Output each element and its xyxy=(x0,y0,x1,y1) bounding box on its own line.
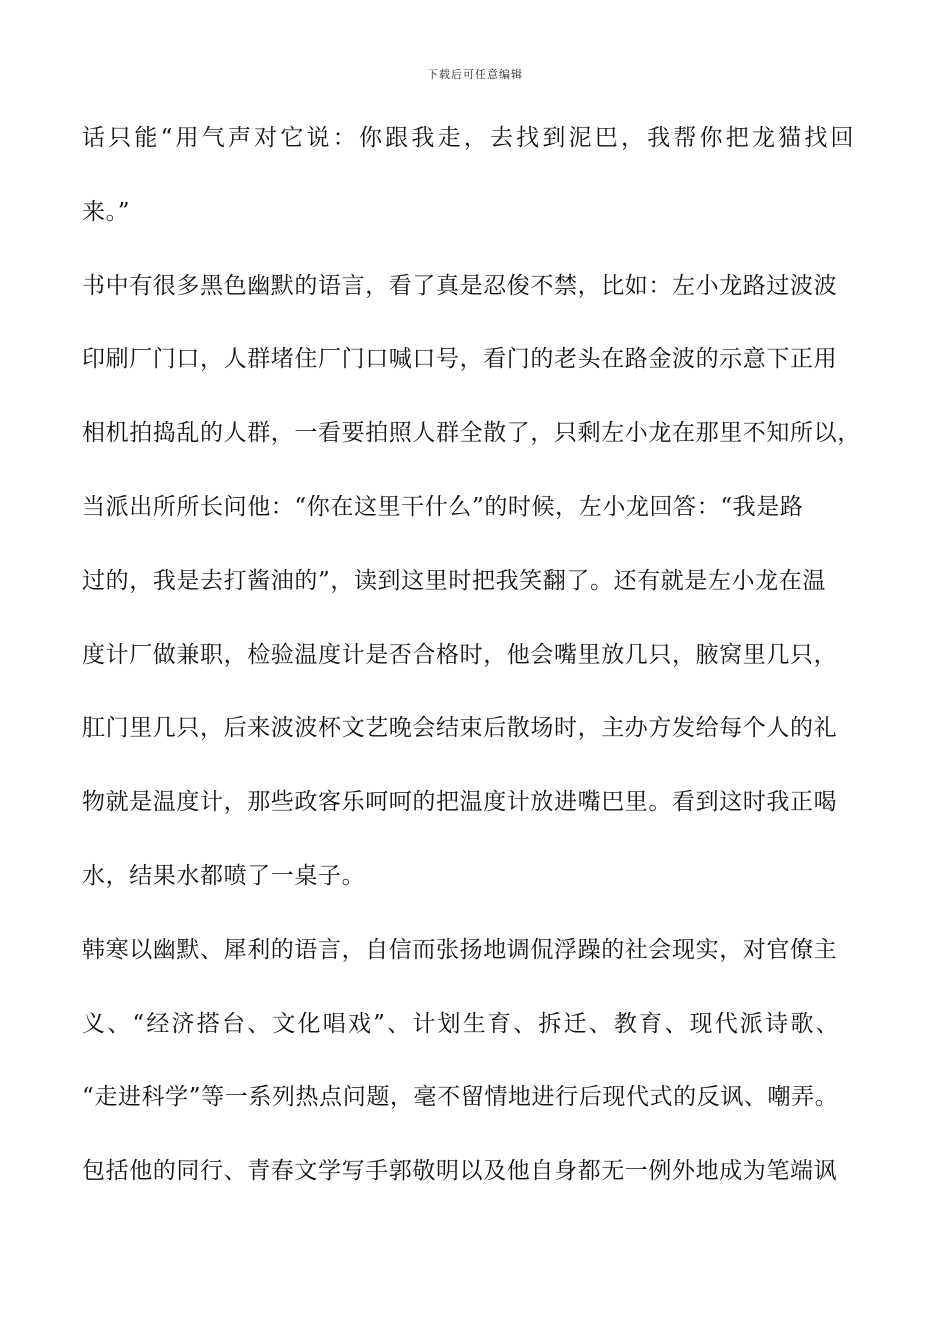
text-line: 来。” xyxy=(82,198,131,225)
text-line: “走进科学”等一系列热点问题，毫不留情地进行后现代式的反讽、嘲弄。 xyxy=(82,1084,839,1111)
text-line: 肛门里几只，后来波波杯文艺晚会结束后散场时，主办方发给每个人的礼 xyxy=(82,715,838,742)
text-line: 度计厂做兼职，检验温度计是否合格时，他会嘴里放几只，腋窝里几只， xyxy=(82,641,838,668)
text-line: 包括他的同行、青春文学写手郭敬明以及他自身都无一例外地成为笔端讽 xyxy=(82,1158,838,1185)
text-line: 过的，我是去打酱油的”，读到这里时把我笑翻了。还有就是左小龙在温 xyxy=(82,567,826,594)
page-header: 下载后可任意编辑 xyxy=(427,68,523,81)
text-line: 水，结果水都喷了一桌子。 xyxy=(82,862,366,889)
text-line: 物就是温度计，那些政客乐呵呵的把温度计放进嘴巴里。看到这时我正喝 xyxy=(82,789,838,816)
document-body xyxy=(82,116,882,1223)
text-line: 书中有很多黑色幽默的语言，看了真是忍俊不禁，比如：左小龙路过波波 xyxy=(82,272,838,299)
text-line: 韩寒以幽默、犀利的语言，自信而张扬地调侃浮躁的社会现实，对官僚主 xyxy=(82,936,838,963)
text-line: 当派出所所长问他：“你在这里干什么”的时候，左小龙回答：“我是路 xyxy=(82,493,804,520)
text-line: 相机拍捣乱的人群，一看要拍照人群全散了，只剩左小龙在那里不知所以， xyxy=(82,420,861,447)
text-line: 义、“经济搭台、文化唱戏”、计划生育、拆迁、教育、现代派诗歌、 xyxy=(82,1010,841,1037)
text-line: 印刷厂门口，人群堵住厂门口喊口号，看门的老头在路金波的示意下正用 xyxy=(82,346,838,373)
text-line: 话只能“用气声对它说：你跟我走，去找到泥巴，我帮你把龙猫找回 xyxy=(82,125,857,151)
